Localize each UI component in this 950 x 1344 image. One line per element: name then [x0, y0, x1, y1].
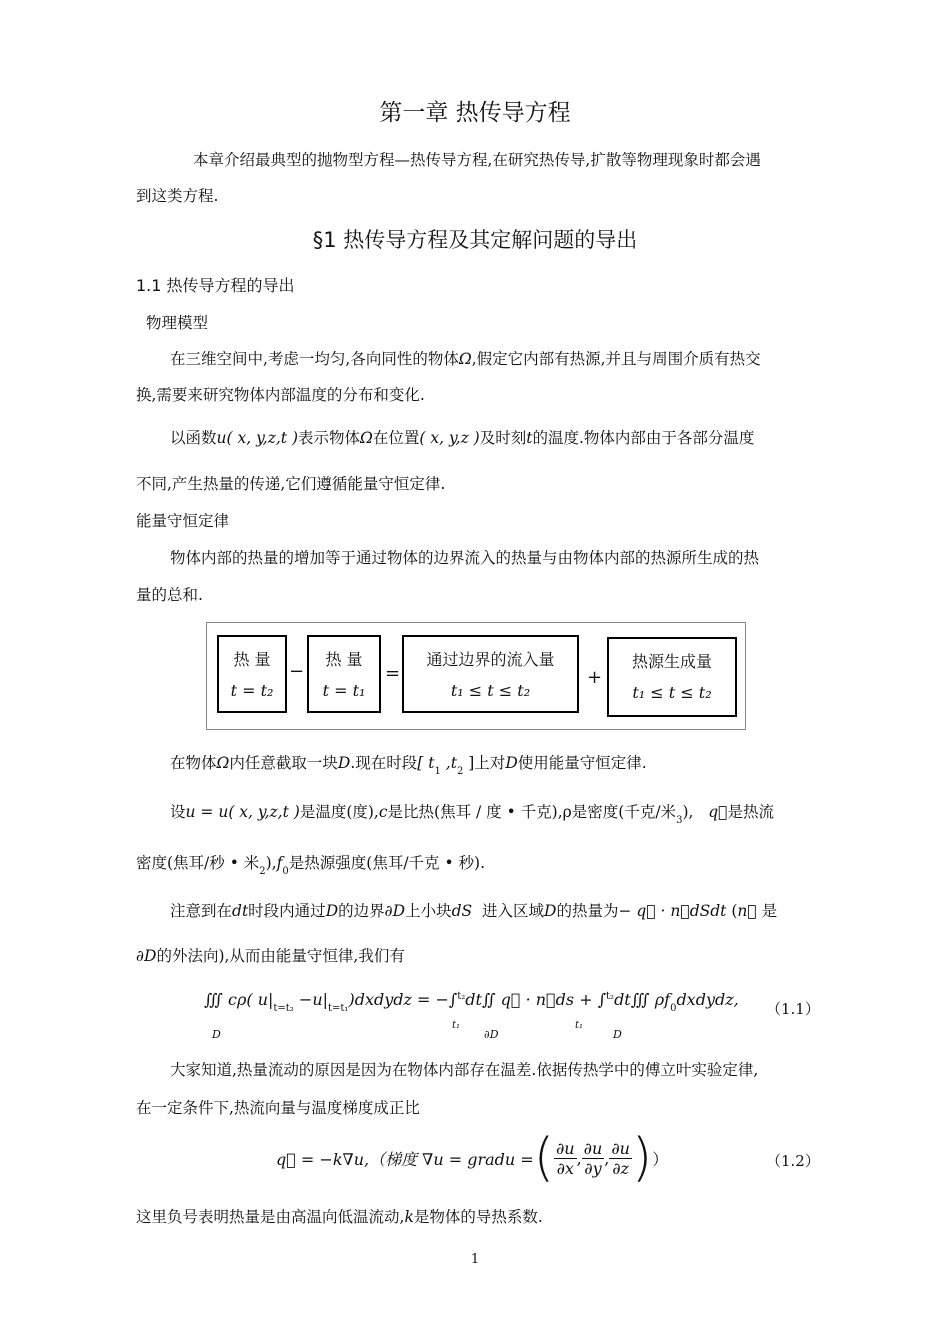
energy-heading: 能量守恒定律 — [136, 512, 230, 530]
section-title: §1 热传导方程及其定解问题的导出 — [312, 228, 638, 252]
intro-line-2: 到这类方程. — [136, 187, 219, 205]
equation-1-1: ∭ cρ( $u|_{t=t_2}$ $-u|_{t=t_1})dxdydz$ = −∫$^{t_2}$dt∬ q⃗ · n⃗ds + ∫$^{t_2}$dt∭ $\rho f_0dxdydz$, — [204, 990, 739, 1014]
function-paragraph-line-1: 以函数u( x, y,z,t )表示物体Ω在位置( x, y,z )及时刻t的温度.物体内部由于各部分温度 — [170, 429, 755, 447]
eq1-limit-D-2: D — [613, 1028, 622, 1041]
model-paragraph-line-2: 换,需要来研究物体内部温度的分布和变化. — [136, 386, 425, 404]
energy-balance-diagram — [206, 622, 746, 730]
fourier-paragraph-line-1: 大家知道,热量流动的原因是因为在物体内部存在温差.依据传热学中的傅立叶实验定律, — [170, 1061, 759, 1079]
equals-operator: = — [385, 663, 401, 684]
equation-1-1-number: （1.1） — [766, 1000, 820, 1018]
eq1-limit-dD: ∂D — [484, 1028, 499, 1041]
page-number: 1 — [470, 1252, 480, 1267]
flux-paragraph-line-2: ∂D的外法向),从而由能量守恒律,我们有 — [136, 947, 405, 965]
plus-operator: + — [587, 667, 603, 688]
eq1-limit-t1: t₁ — [452, 1020, 461, 1031]
flux-paragraph-line-1: 注意到在dt时段内通过D的边界∂D上小块dS 进入区域D的热量为− q⃗ · n⃗dSdt (n⃗ 是 — [170, 902, 778, 920]
fourier-paragraph-line-2: 在一定条件下,热流向量与温度梯度成正比 — [136, 1099, 420, 1117]
model-paragraph-line-1: 在三维空间中,考虑一均匀,各向同性的物体Ω,假定它内部有热源,并且与周围介质有热交 — [170, 350, 761, 368]
take-domain-paragraph: 在物体Ω内任意截取一块D.现在时段[ $t_1$ $,t_2$ ]上对D使用能量守恒定律. — [170, 754, 647, 777]
heat-at-t1-box: 热 量 t = t₁ — [307, 635, 381, 713]
definitions-line-1: 设u = u( x, y,z,t )是温度(度),c是比热(焦耳 / 度 • 千克),ρ是密度(千克/米$_3$), q⃗是热流 — [170, 803, 774, 826]
eq1-limit-D: D — [212, 1028, 221, 1041]
eq1-limit-t1-b: t₁ — [575, 1020, 584, 1031]
energy-paragraph-line-1: 物体内部的热量的增加等于通过物体的边界流入的热量与由物体内部的热源所生成的热 — [170, 549, 760, 567]
heat-at-t2-box: 热 量 t = t₂ — [217, 635, 287, 713]
function-paragraph-line-2: 不同,产生热量的传递,它们遵循能量守恒定律. — [136, 475, 446, 493]
boundary-inflow-box: 通过边界的流入量 t₁ ≤ t ≤ t₂ — [402, 635, 579, 713]
heat-source-box: 热源生成量 t₁ ≤ t ≤ t₂ — [607, 637, 737, 717]
equation-1-2: q⃗ = −k∇u,（梯度 ∇u = gradu = ( $\frac{\partial u}{\partial x}$ , $\frac{\partial u}{\partial y}$ , $\frac{\partial u}{\partial z}$ ) ） — [276, 1128, 669, 1188]
energy-paragraph-line-2: 量的总和. — [136, 586, 203, 604]
model-heading: 物理模型 — [146, 314, 209, 332]
omega-symbol: Ω — [458, 350, 472, 368]
conductivity-sentence: 这里负号表明热量是由高温向低温流动,k是物体的导热系数. — [136, 1208, 543, 1226]
minus-operator: − — [289, 661, 305, 682]
subsection-title: 1.1 热传导方程的导出 — [136, 276, 295, 295]
chapter-title: 第一章 热传导方程 — [379, 100, 571, 126]
equation-1-2-number: （1.2） — [766, 1152, 820, 1170]
definitions-line-2: 密度(焦耳/秒 • 米$_2),f_0$是热源强度(焦耳/千克 • 秒). — [136, 854, 486, 877]
intro-line-1: 本章介绍最典型的抛物型方程—热传导方程,在研究热传导,扩散等物理现象时都会遇 — [193, 151, 761, 169]
